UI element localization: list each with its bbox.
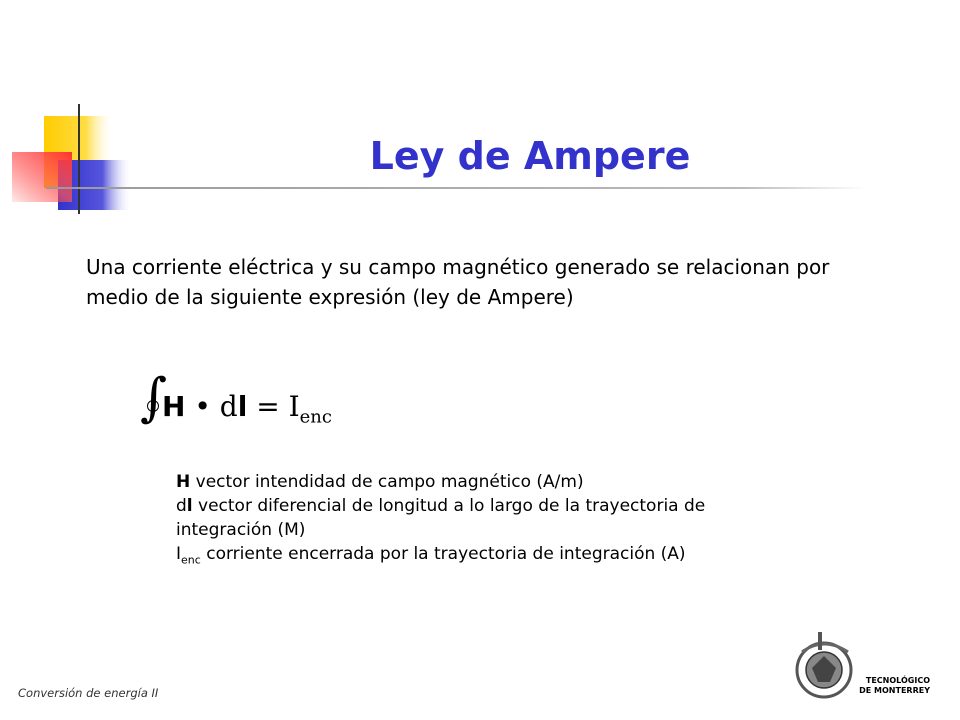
course-footer: Conversión de energía II bbox=[18, 686, 159, 700]
logo-line-2: DE MONTERREY bbox=[859, 686, 930, 695]
logo-line-1: TECNOLÓGICO bbox=[865, 676, 930, 685]
eq-operator: • bbox=[194, 390, 211, 423]
def-dl-text: vector diferencial de longitud a lo largo de la trayectoria de integración (M) bbox=[176, 496, 706, 540]
def-h-symbol: H bbox=[176, 472, 191, 492]
def-dl-prefix: d bbox=[176, 496, 187, 516]
contour-circle-icon bbox=[147, 400, 159, 412]
definitions-list bbox=[176, 470, 776, 572]
logo-wordmark bbox=[852, 676, 930, 696]
tec-monterrey-logo bbox=[794, 628, 944, 708]
def-ienc-sub: enc bbox=[181, 553, 201, 567]
definition-ienc bbox=[176, 542, 776, 572]
def-dl-symbol: l bbox=[186, 496, 193, 516]
eq-rhs-sub: enc bbox=[299, 406, 332, 428]
eq-equals: = bbox=[256, 390, 280, 423]
slide-title: Ley de Ampere bbox=[369, 134, 691, 178]
definition-h bbox=[176, 470, 776, 494]
def-ienc-text: corriente encerrada por la trayectoria de integración (A) bbox=[200, 544, 686, 564]
horizontal-rule bbox=[46, 187, 866, 189]
eq-rhs: I bbox=[288, 390, 300, 423]
equation-body bbox=[162, 390, 332, 428]
closed-integral-icon: ∫ bbox=[140, 368, 168, 428]
ampere-equation bbox=[140, 368, 340, 434]
corner-decoration bbox=[0, 0, 960, 230]
eq-field: H bbox=[162, 390, 186, 423]
definition-dl bbox=[176, 494, 776, 542]
eq-element-bold: l bbox=[237, 390, 248, 423]
eq-element: d bbox=[219, 390, 238, 423]
seal-icon bbox=[797, 632, 851, 697]
def-ienc-symbol: I bbox=[176, 544, 182, 564]
intro-text: Una corriente eléctrica y su campo magnético generado se relacionan por medio de la siguiente expresión (ley de Ampere) bbox=[86, 255, 830, 309]
def-h-text: vector intendidad de campo magnético (A/m) bbox=[190, 472, 584, 492]
